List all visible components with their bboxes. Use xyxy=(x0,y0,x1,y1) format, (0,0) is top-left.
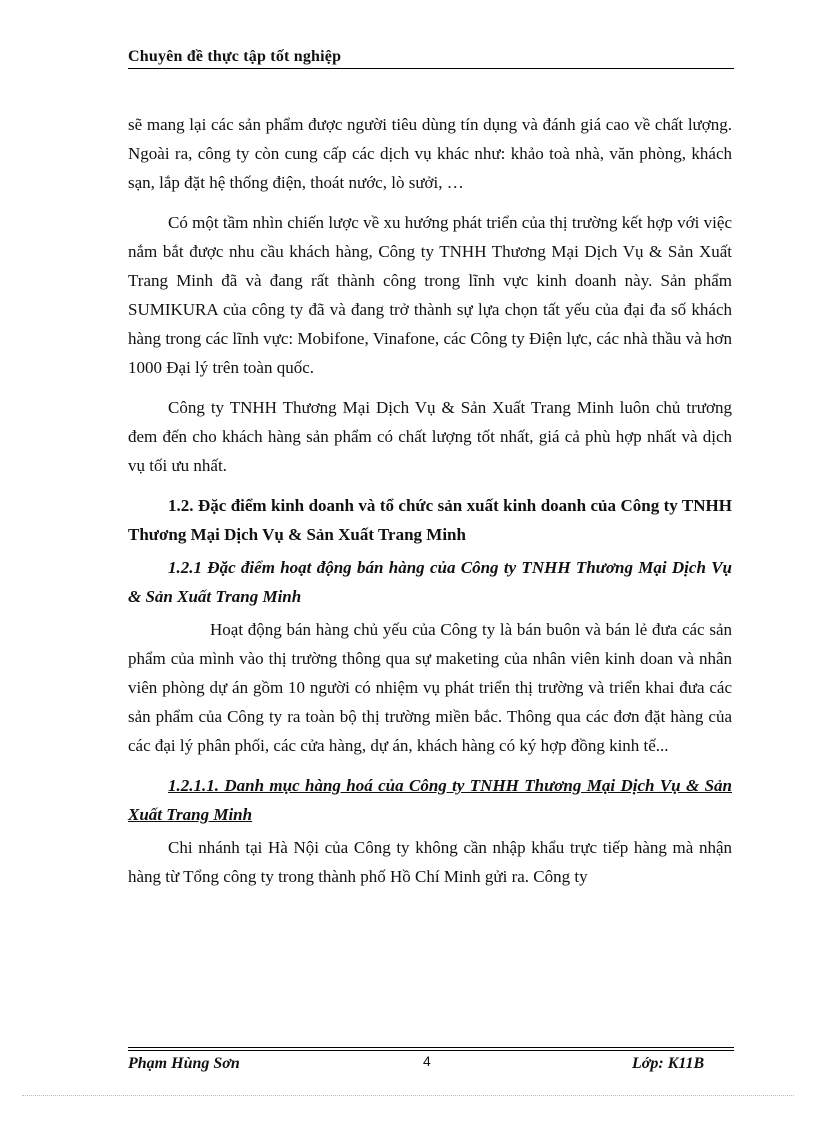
paragraph: Chi nhánh tại Hà Nội của Công ty không cần nhập khẩu trực tiếp hàng mà nhận hàng từ Tổng công ty trong thành phố Hồ Chí Minh gửi ra. Công ty xyxy=(128,838,732,886)
paragraph: Hoạt động bán hàng chủ yếu của Công ty là bán buôn và bán lẻ đưa các sản phẩm của mình vào thị trường thông qua sự maketing của nhân viên kinh doan và nhân viên phòng dự án gồm 10 người có nhiệm vụ phát triển thị trường và triển khai đưa các sản phẩm của Công ty ra toàn bộ thị trường miền bắc. Thông qua các đơn đặt hàng của các đại lý phân phối, các cửa hàng, dự án, khách hàng có ký hợp đồng kinh tế... xyxy=(128,620,732,755)
page-number: 4 xyxy=(423,1053,431,1069)
footer-author: Phạm Hùng Sơn xyxy=(128,1055,240,1072)
footer-class-label: Lớp: K11B xyxy=(632,1055,705,1072)
page-header-title: Chuyên đề thực tập tốt nghiệp xyxy=(128,48,734,69)
paragraph: sẽ mang lại các sản phẩm được người tiêu dùng tín dụng và đánh giá cao về chất lượng. Ngoài ra, công ty còn cung cấp các dịch vụ khác như: khảo toà nhà, văn phòng, khách sạn, lắp đặt hệ thống điện, thoát nước, lò sưởi, … xyxy=(128,115,732,192)
page-boundary-divider xyxy=(22,1095,794,1096)
subsection-heading: 1.2.1 Đặc điểm hoạt động bán hàng của Công ty TNHH Thương Mại Dịch Vụ & Sản Xuất Trang Minh xyxy=(128,558,732,606)
footer-divider xyxy=(128,1047,734,1048)
sub-subsection-heading: 1.2.1.1. Danh mục hàng hoá của Công ty TNHH Thương Mại Dịch Vụ & Sản Xuất Trang Minh xyxy=(128,776,732,824)
paragraph: Có một tầm nhìn chiến lược về xu hướng phát triển của thị trường kết hợp với việc nắm bắt được nhu cầu khách hàng, Công ty TNHH Thương Mại Dịch Vụ & Sản Xuất Trang Minh đã và đang rất thành công trong lĩnh vực kinh doanh này. Sản phẩm SUMIKURA của công ty đã và đang trở thành sự lựa chọn tất yếu của đại đa số khách hàng trong các lĩnh vực: Mobifone, Vinafone, các Công ty Điện lực, các nhà thầu và hơn 1000 Đại lý trên toàn quốc. xyxy=(128,213,732,377)
paragraph: Công ty TNHH Thương Mại Dịch Vụ & Sản Xuất Trang Minh luôn chủ trương đem đến cho khách hàng sản phẩm có chất lượng tốt nhất, giá cả phù hợp nhất và dịch vụ tối ưu nhất. xyxy=(128,398,732,475)
section-heading: 1.2. Đặc điểm kinh doanh và tổ chức sản xuất kinh doanh của Công ty TNHH Thương Mại Dịch Vụ & Sản Xuất Trang Minh xyxy=(128,496,732,544)
document-body xyxy=(128,110,732,902)
footer-divider xyxy=(128,1050,734,1051)
